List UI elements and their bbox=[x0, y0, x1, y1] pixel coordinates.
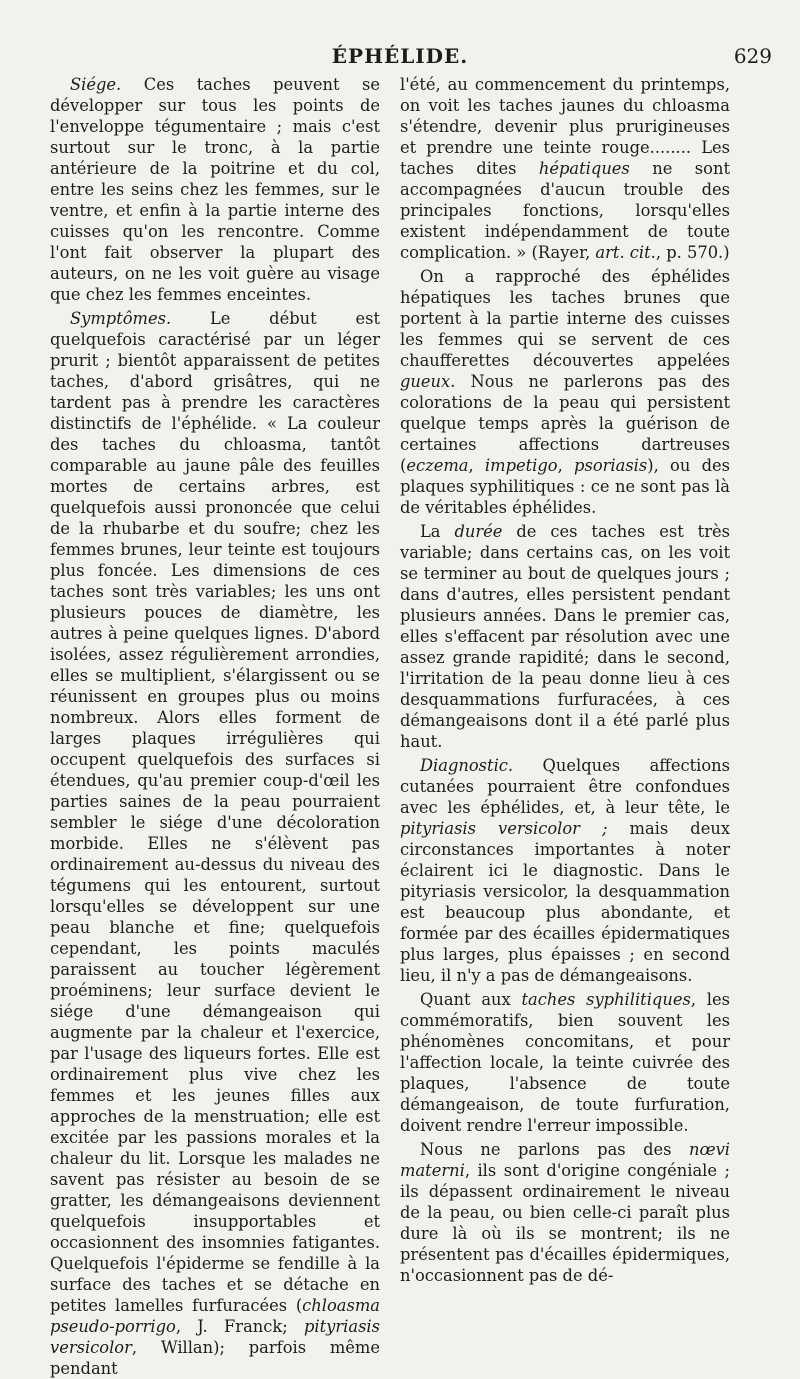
text: de ces taches est très variable; dans certains cas, on les voit se terminer au bout de quelques jours ; dans d'autres, elles persistent pendant plusieurs années. Dans le premier cas, elles s'effacent par résolution avec une assez grande rapidité; dans le second, l'irritation de la peau donne lieu à ces desquammations furfuracées, à ces démangeaisons dont il a été parlé plus haut. bbox=[400, 522, 730, 751]
italic-term: taches syphilitiques bbox=[521, 990, 691, 1009]
text: l'été, au commencement du printemps, on voit les taches jaunes du chloasma s'étendre, devenir plus prurigineuses et prendre une teinte rouge........ Les taches dites bbox=[400, 75, 730, 178]
text: , les commémoratifs, bien souvent les phénomènes concomitans, et pour l'affection locale, la teinte cuivrée des plaques, l'absence de toute démangeaison, de toute furfuration, doivent rendre l'erreur impossible. bbox=[400, 990, 730, 1135]
paragraph-diagnostic bbox=[400, 755, 730, 986]
italic-term: pityriasis versicolor ; bbox=[400, 819, 608, 838]
italic-term: art. cit. bbox=[595, 243, 656, 262]
section-heading-symptomes: Symptômes. bbox=[70, 309, 172, 328]
text: Le début est quelquefois caractérisé par un léger prurit ; bientôt apparaissent de petites taches, d'abord grisâtres, qui ne tardent pas à prendre les caractères distinctifs de l'éphélide. « La couleur des taches du chloasma, tantôt comparable au jaune pâle des feuilles mortes de certains arbres, est quelquefois aussi prononcée que celui de la rhubarbe et du soufre; chez les femmes brunes, leur teinte est toujours plus foncée. Les dimensions de ces taches sont très variables; les uns ont plusieurs pouces de diamètre, les autres à peine quelques lignes. D'abord isolées, assez régulièrement arrondies, elles se multiplient, s'élargissent ou se réunissent en groupes plus ou moins nombreux. Alors elles forment de larges plaques irrégulières qui occupent quelquefois des surfaces si étendues, qu'au premier coup-d'œil les parties saines de la peau pourraient sembler le siége d'une décoloration morbide. Elles ne s'élèvent pas ordinairement au-dessus du niveau des tégumens qui les entourent, surtout lorsqu'elles se développent sur une peau blanche et fine; quelquefois cependant, les points maculés paraissent au toucher légèrement proéminens; leur surface devient le siége d'une démangeaison qui augmente par la chaleur et l'exercice, par l'usage des liqueurs fortes. Elle est ordinairement plus vive chez les femmes et les jeunes filles aux approches de la menstruation; elle est excitée par les passions morales et la chaleur du lit. Lorsque les malades ne savent pas résister au besoin de se gratter, les démangeaisons deviennent quelquefois insupportables et occasionnent des insomnies fatigantes. Quelquefois l'épiderme se fendille à la surface des taches et se détache en petites lamelles furfuracées ( bbox=[50, 309, 380, 1315]
running-title: ÉPHÉLIDE. bbox=[331, 44, 469, 68]
italic-term: durée bbox=[454, 522, 503, 541]
text: . Nous ne parlerons pas des colorations de la peau qui persistent quelque temps après la guérison de certaines affections dartreuses ( bbox=[400, 372, 730, 475]
text: Quant aux bbox=[420, 990, 522, 1009]
text: Quelques affections cutanées pourraient être confondues avec les éphélides, et, à leur tête, le bbox=[400, 756, 730, 817]
text: On a rapproché des éphélides hépatiques les taches brunes que portent à la partie interne des cuisses les femmes qui se servent de ces chaufferettes découvertes appelées bbox=[400, 267, 730, 370]
text: , p. 570.) bbox=[655, 243, 730, 262]
paragraph-siege bbox=[50, 74, 380, 305]
text: , bbox=[468, 456, 485, 475]
italic-term: psoriasis bbox=[574, 456, 648, 475]
italic-term: hépatiques bbox=[538, 159, 630, 178]
italic-term: eczema bbox=[406, 456, 469, 475]
text: , Willan); parfois même pendant bbox=[50, 1338, 380, 1378]
text: ), ou des plaques syphilitiques : ce ne sont pas là de véritables éphélides. bbox=[400, 456, 730, 517]
paragraph-duree bbox=[400, 521, 730, 752]
italic-term: impetigo bbox=[484, 456, 558, 475]
italic-term: nœvi materni bbox=[400, 1140, 730, 1180]
text: , ils sont d'origine congéniale ; ils dépassent ordinairement le niveau de la peau, ou bien celle-ci paraît plus dure là où ils se montrent; ils ne présentent pas d'écailles épidermiques, n'occasionnent pas de dé- bbox=[400, 1161, 730, 1285]
section-heading-diagnostic: Diagnostic. bbox=[420, 756, 514, 775]
right-column bbox=[400, 74, 730, 1286]
text: mais deux circonstances importantes à noter éclairent ici le diagnostic. Dans le pityriasis versicolor, la desquammation est beaucoup plus abondante, et formée par des écailles épidermatiques plus larges, plus épaisses ; en second lieu, il n'y a pas de démangeaisons. bbox=[400, 819, 730, 985]
section-heading-siege: Siége. bbox=[70, 75, 122, 94]
text: Ces taches peuvent se développer sur tous les points de l'enveloppe tégumentaire ; mais c'est surtout sur le tronc, à la partie antérieure de la poitrine et du col, entre les seins chez les femmes, sur le ventre, et enfin à la partie interne des cuisses qu'on les rencontre. Comme l'ont fait observer la plupart des auteurs, on ne les voit guère au visage que chez les femmes enceintes. bbox=[50, 75, 380, 304]
page-number: 629 bbox=[733, 44, 772, 68]
paragraph-hepatiques bbox=[400, 266, 730, 518]
left-column bbox=[50, 74, 380, 1379]
text: La bbox=[420, 522, 455, 541]
paragraph-continued-quote bbox=[400, 74, 730, 263]
paragraph-syphilitiques bbox=[400, 989, 730, 1136]
text: ne sont accompagnées d'aucun trouble des principales fonctions, lorsqu'elles existent indépendamment de toute complication. » (Rayer, bbox=[400, 159, 730, 262]
text: , J. Franck; bbox=[175, 1317, 304, 1336]
text: , bbox=[557, 456, 575, 475]
italic-term: gueux bbox=[400, 372, 451, 391]
italic-term: chloasma pseudo-porrigo bbox=[50, 1296, 380, 1336]
italic-term: pityriasis versicolor bbox=[50, 1317, 380, 1357]
paragraph-symptomes bbox=[50, 308, 380, 1379]
paragraph-naevi bbox=[400, 1139, 730, 1286]
text: Nous ne parlons pas des bbox=[420, 1140, 689, 1159]
